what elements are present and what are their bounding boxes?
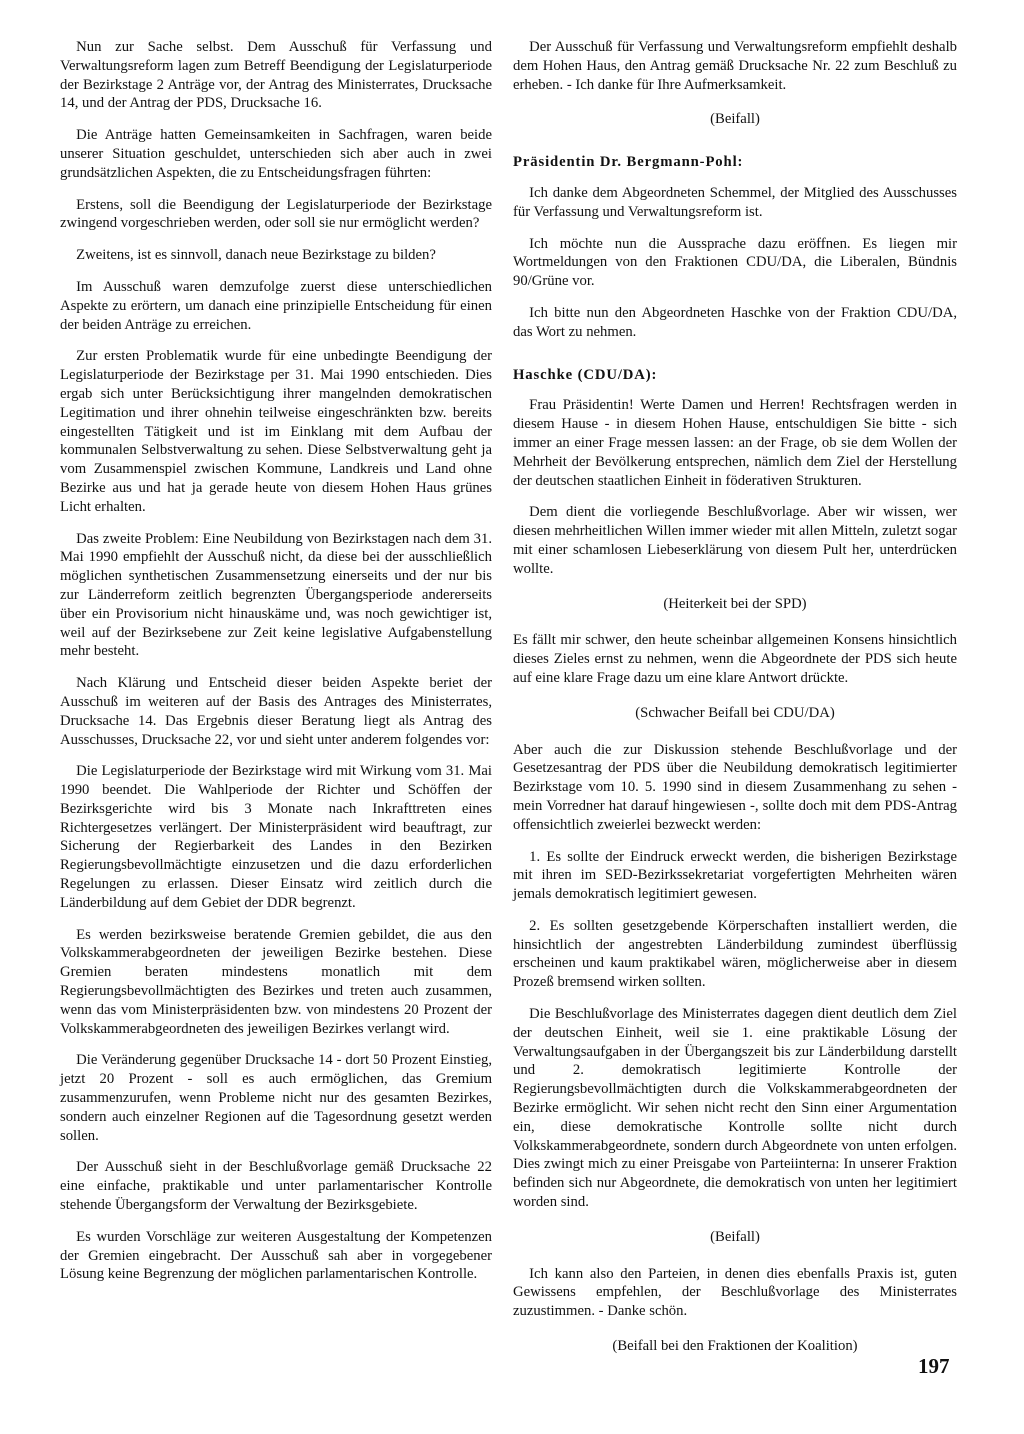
paragraph: 2. Es sollten gesetzgebende Körperschaften installiert werden, die hinsichtlich der angestrebten Länderbildung zumindest überflüssig erscheinen und kaum praktikabel wären, möglicherweise aber in diesem Prozeß bremsend wirken sollten. <box>513 917 957 991</box>
stage-direction: (Schwacher Beifall bei CDU/DA) <box>635 704 835 721</box>
stage-direction: (Beifall bei den Fraktionen der Koalition) <box>612 1338 858 1355</box>
speaker-heading: Haschke (CDU/DA): <box>513 366 658 383</box>
paragraph: Ich danke dem Abgeordneten Schemmel, der Mitglied des Ausschusses für Verfassung und Verwaltungsreform ist. <box>513 184 957 220</box>
paragraph: Die Beschlußvorlage des Ministerrates dagegen dient deutlich dem Ziel der deutschen Einheit, weil sie 1. eine praktikable Lösung der Verwaltungsaufgaben in der Übergangszeit bis zur Länderbildung darstellt und 2. demokratisch legitimierte Kontrolle der Regierungsbevollmächtigten durch die Volkskammerabgeordneten der Bezirke ermöglicht. Wir sehen nicht recht den Sinn einer Argumentation ein, diese demokratische Kontrolle sollte nicht durch Volkskammerabgeordnete, sondern durch Abgeordnete von unten erfolgen. Dies zwingt mich zu einer Preisgabe von Parteiinterna: In unserer Fraktion befinden sich nur Abgeordnete, die demokratisch von unten her legitimiert worden sind. <box>513 1006 957 1211</box>
paragraph: Die Legislaturperiode der Bezirkstage wird mit Wirkung vom 31. Mai 1990 beendet. Die Wahlperiode der Richter und Schöffen der Bezirksgerichte wird bis 3 Monate nach Inkrafttreten eines Richtergesetzes verlängert. Der Ministerpräsident wird beauftragt, zur Sicherung der Regierbarkeit des Landes in den Bezirken Regierungsbevollmächtigte einzusetzen und die dazu erforderlichen Regelungen zu erlassen. Dieser Einsatz wird zeitlich durch die Länderbildung auf dem Gebiet der DDR begrenzt. <box>60 763 492 911</box>
paragraph: 1. Es sollte der Eindruck erweckt werden, die bisherigen Bezirkstage mit ihren im SED-Bezirkssekretariat vorgefertigten Mehrheiten wären jemals demokratisch legitimiert gewesen. <box>513 848 957 903</box>
paragraph: Es wurden Vorschläge zur weiteren Ausgestaltung der Kompetenzen der Gremien eingebracht. Der Ausschuß sah aber in vorgegebener Lösung keine Begrenzung der möglichen parlamentarischen Kontrolle. <box>60 1228 492 1283</box>
page-number: 197 <box>918 1354 950 1378</box>
paragraph: Ich bitte nun den Abgeordneten Haschke von der Fraktion CDU/DA, das Wort zu nehmen. <box>513 304 957 340</box>
paragraph: Die Anträge hatten Gemeinsamkeiten in Sachfragen, waren beide unserer Situation geschuldet, unterschieden sich aber auch in zwei grundsätzlichen Aspekten, die zu Entscheidungsfragen führten: <box>60 127 492 181</box>
paragraph: Dem dient die vorliegende Beschlußvorlage. Aber wir wissen, wer diesen mehrheitlichen Willen immer wieder mit allen Mitteln, zuletzt sogar mit einer schamlosen Liebeserklärung von diesem Pult her, unterdrücken wollte. <box>513 504 957 577</box>
paragraph: Der Ausschuß sieht in der Beschlußvorlage gemäß Drucksache 22 eine einfache, praktikable und unter parlamentarischer Kontrolle stehende Übergangsform der Verwaltung der Bezirksgebiete. <box>60 1159 492 1214</box>
paragraph: Ich möchte nun die Aussprache dazu eröffnen. Es liegen mir Wortmeldungen von den Fraktionen CDU/DA, die Liberalen, Bündnis 90/Grüne vor. <box>513 235 957 290</box>
paragraph: Ich kann also den Parteien, in denen dies ebenfalls Praxis ist, guten Gewissens empfehlen, der Beschlußvorlage des Ministerrates zuzustimmen. - Danke schön. <box>513 1265 957 1320</box>
speaker-heading: Präsidentin Dr. Bergmann-Pohl: <box>513 154 744 171</box>
stage-direction: (Beifall) <box>710 1228 760 1245</box>
right-column <box>513 38 957 1374</box>
paragraph: Im Ausschuß waren demzufolge zuerst diese unterschiedlichen Aspekte zu erörtern, um danach eine prinzipielle Entscheidung für einen der beiden Anträge zu erreichen. <box>60 278 492 333</box>
stage-direction: (Heiterkeit bei der SPD) <box>663 595 807 612</box>
paragraph: Frau Präsidentin! Werte Damen und Herren! Rechtsfragen werden in diesem Hause - in diesem Hohen Hause, entschuldigen Sie bitte - sich immer an einer Frage messen lassen: an der Frage, ob sie dem Wollen der Mehrheit der Bevölkerung entsprechen, nämlich dem Ziel der Herstellung der deutschen staatlichen Einheit in föderativen Strukturen. <box>513 397 957 489</box>
paragraph: Die Veränderung gegenüber Drucksache 14 - dort 50 Prozent Einstieg, jetzt 20 Prozent - soll es auch ermöglichen, das Gremium zusammenzurufen, wenn Probleme nicht nur des gesamten Bezirkes, sondern auch einzelner Regionen auf die Tagesordnung gesetzt werden sollen. <box>60 1052 492 1144</box>
paragraph: Das zweite Problem: Eine Neubildung von Bezirkstagen nach dem 31. Mai 1990 empfiehlt der Ausschuß nicht, da diese bei der ausschließlich möglichen synthetischen Zusammensetzung einerseits und der nur bis zur Länderreform zeitlich begrenzten Übergangsperiode andererseits über ein Provisorium nicht hinauskäme und, was noch gewichtiger ist, weil auf der Bezirksebene zur Zeit keine legislative Aufgabenstellung mehr besteht. <box>60 530 492 660</box>
stage-direction: (Beifall) <box>710 111 760 128</box>
paragraph: Es werden bezirksweise beratende Gremien gebildet, die aus den Volkskammerabgeordneten der jeweiligen Bezirke bestehen. Diese Gremien beraten mindestens monatlich mit dem Regierungsbevollmächtigten des Bezirkes und treten auch zusammen, wenn das vom Ministerpräsidenten bzw. von mindestens 20 Prozent der Volkskammerabgeordneten des jeweiligen Bezirkes verlangt wird. <box>60 926 492 1037</box>
paragraph: Es fällt mir schwer, den heute scheinbar allgemeinen Konsens hinsichtlich dieses Zieles ernst zu nehmen, wenn die Abgeordnete der PDS sich heute auf eine klare Frage dazu um eine klare Antwort drückte. <box>513 632 957 686</box>
paragraph: Der Ausschuß für Verfassung und Verwaltungsreform empfiehlt deshalb dem Hohen Haus, den Antrag gemäß Drucksache Nr. 22 zum Beschluß zu erheben. - Ich danke für Ihre Aufmerksamkeit. <box>513 39 957 93</box>
paragraph: Aber auch die zur Diskussion stehende Beschlußvorlage und der Gesetzesantrag der PDS über die Neubildung demokratisch legitimierter Bezirkstage vom 10. 5. 1990 sind in diesem Zusammenhang zu sehen - mein Vorredner hat darauf hingewiesen -, sollte doch mit dem PDS-Antrag offensichtlich zweierlei bezweckt werden: <box>513 741 957 833</box>
paragraph: Nun zur Sache selbst. Dem Ausschuß für Verfassung und Verwaltungsreform lagen zum Betreff Beendigung der Legislaturperiode der Bezirkstage 2 Anträge vor, der Antrag des Ministerrates, Drucksache 14, und der Antrag der PDS, Drucksache 16. <box>60 39 492 112</box>
left-column <box>60 38 492 1297</box>
paragraph: Nach Klärung und Entscheid dieser beiden Aspekte beriet der Ausschuß im weiteren auf der Basis des Antrages des Ministerrates, Drucksache 14. Das Ergebnis dieser Beratung liegt als Antrag des Ausschusses, Drucksache 22, vor und sieht unter anderem folgendes vor: <box>60 675 492 748</box>
paragraph: Zweitens, ist es sinnvoll, danach neue Bezirkstage zu bilden? <box>76 247 436 264</box>
paragraph: Zur ersten Problematik wurde für eine unbedingte Beendigung der Legislaturperiode der Bezirkstage per 31. Mai 1990 entschieden. Dies ergab sich unter Berücksichtigung ihrer mangelnden demokratischen Legitimation und ihrer ohnehin teilweise eingeschränkten bzw. bereits eingestellten Tätigkeit und ist im Einklang mit dem Aufbau der kommunalen Selbstverwaltung zu sehen. Diese Selbstverwaltung geht ja vom Zusammenspiel zwischen Kommune, Landkreis und Land ohne Bezirke aus und hat ja gerade heute von diesem Hohen Haus grünes Licht erhalten. <box>60 348 492 515</box>
paragraph: Erstens, soll die Beendigung der Legislaturperiode der Bezirkstage zwingend vorgeschrieben werden, oder soll sie nur ermöglicht werden? <box>60 196 492 232</box>
